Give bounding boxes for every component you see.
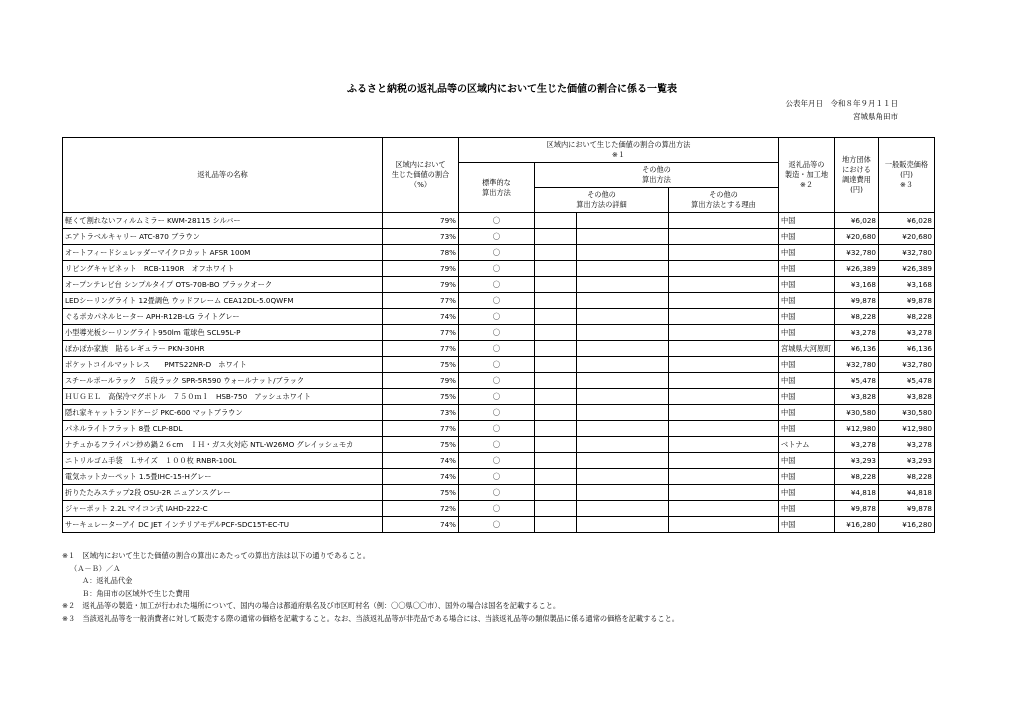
row-place: 中国 (779, 277, 835, 293)
row-place: 中国 (779, 229, 835, 245)
table-row (63, 437, 935, 453)
header-standard: 標準的な 算出方法 (459, 163, 535, 213)
table-row (63, 309, 935, 325)
row-price: ¥5,478 (879, 373, 935, 389)
row-standard: 〇 (459, 341, 535, 357)
row-ratio: 77% (383, 325, 459, 341)
row-other-reason (669, 261, 779, 277)
row-other-detail-b (577, 341, 669, 357)
row-ratio: 78% (383, 245, 459, 261)
row-other-detail-a (535, 357, 577, 373)
row-name: 軽くて割れないフィルムミラー KWM-28115 シルバー (63, 213, 383, 229)
note-3: ※３ 当該返礼品等を一般消費者に対して販売する際の通常の価格を記載すること。なお、当該返礼品等が非売品である場合には、当該返礼品等の類似製品に係る通常の価格を記載すること。 (62, 613, 679, 623)
row-place: 中国 (779, 261, 835, 277)
published-date: 公表年月日 令和８年９月１１日 (785, 99, 898, 108)
row-cost: ¥32,780 (835, 357, 879, 373)
row-cost: ¥3,293 (835, 453, 879, 469)
row-cost: ¥3,278 (835, 437, 879, 453)
row-price: ¥20,680 (879, 229, 935, 245)
row-cost: ¥6,028 (835, 213, 879, 229)
table-row (63, 229, 935, 245)
row-price: ¥9,878 (879, 293, 935, 309)
table-row (63, 517, 935, 533)
row-name: ナチュかるフライパン炒め鍋２６cm ＩＨ・ガス火対応 NTL-W26MO グレイッシュモカ (63, 437, 383, 453)
row-price: ¥3,293 (879, 453, 935, 469)
row-other-detail-b (577, 469, 669, 485)
row-cost: ¥12,980 (835, 421, 879, 437)
row-other-detail-a (535, 373, 577, 389)
page-title: ふるさと納税の返礼品等の区域内において生じた価値の割合に係る一覧表 (347, 84, 677, 95)
row-other-detail-b (577, 261, 669, 277)
row-ratio: 77% (383, 341, 459, 357)
row-other-detail-b (577, 277, 669, 293)
row-ratio: 74% (383, 453, 459, 469)
row-cost: ¥3,168 (835, 277, 879, 293)
row-other-detail-b (577, 437, 669, 453)
header-other-detail: その他の 算出方法の詳細 (535, 188, 669, 213)
row-standard: 〇 (459, 325, 535, 341)
table-row (63, 277, 935, 293)
row-place: 中国 (779, 517, 835, 533)
row-standard: 〇 (459, 373, 535, 389)
row-standard: 〇 (459, 389, 535, 405)
row-other-detail-b (577, 517, 669, 533)
row-other-reason (669, 277, 779, 293)
row-other-detail-b (577, 485, 669, 501)
row-other-reason (669, 485, 779, 501)
row-other-detail-a (535, 485, 577, 501)
row-name: 電気ホットカーペット 1.5畳IHC-15-Hグレー (63, 469, 383, 485)
row-cost: ¥32,780 (835, 245, 879, 261)
row-ratio: 79% (383, 213, 459, 229)
row-name: LEDシーリングライト 12畳調色 ウッドフレーム CEA12DL-5.0QWFM (63, 293, 383, 309)
row-other-reason (669, 229, 779, 245)
row-place: 中国 (779, 309, 835, 325)
row-other-reason (669, 453, 779, 469)
row-other-reason (669, 389, 779, 405)
row-ratio: 72% (383, 501, 459, 517)
row-other-reason (669, 469, 779, 485)
row-price: ¥6,028 (879, 213, 935, 229)
row-standard: 〇 (459, 485, 535, 501)
row-name: オートフィードシュレッダーマイクロカット AFSR 100M (63, 245, 383, 261)
row-standard: 〇 (459, 437, 535, 453)
row-ratio: 74% (383, 469, 459, 485)
row-name: パネルライトフラット 8畳 CLP-8DL (63, 421, 383, 437)
row-standard: 〇 (459, 501, 535, 517)
row-cost: ¥5,478 (835, 373, 879, 389)
row-place: 中国 (779, 453, 835, 469)
row-cost: ¥8,228 (835, 469, 879, 485)
row-place: 中国 (779, 245, 835, 261)
row-ratio: 79% (383, 261, 459, 277)
row-place: 中国 (779, 405, 835, 421)
row-other-detail-b (577, 325, 669, 341)
row-ratio: 75% (383, 485, 459, 501)
row-price: ¥30,580 (879, 405, 935, 421)
row-other-reason (669, 357, 779, 373)
row-name: オープンテレビ台 シンプルタイプ OTS-70B-BO ブラックオーク (63, 277, 383, 293)
row-price: ¥9,878 (879, 501, 935, 517)
row-other-detail-b (577, 309, 669, 325)
row-other-detail-a (535, 325, 577, 341)
row-other-detail-a (535, 389, 577, 405)
header-calc-method: 区域内において生じた価値の割合の算出方法 ※１ (459, 138, 779, 163)
row-other-reason (669, 325, 779, 341)
table-row (63, 245, 935, 261)
row-name: ぐるポカパネルヒーター APH-R12B-LG ライトグレー (63, 309, 383, 325)
row-name: ポケットコイルマットレス PMTS22NR-D ホワイト (63, 357, 383, 373)
row-standard: 〇 (459, 453, 535, 469)
row-other-detail-a (535, 213, 577, 229)
row-other-reason (669, 213, 779, 229)
row-other-detail-b (577, 229, 669, 245)
header-other-reason: その他の 算出方法とする理由 (669, 188, 779, 213)
row-other-reason (669, 421, 779, 437)
row-price: ¥8,228 (879, 309, 935, 325)
row-name: ジャーポット 2.2L マイコン式 IAHD-222-C (63, 501, 383, 517)
row-price: ¥4,818 (879, 485, 935, 501)
row-standard: 〇 (459, 421, 535, 437)
row-other-reason (669, 517, 779, 533)
row-name: スチールポールラック ５段ラック SPR-5R590 ウォールナット/ブラック (63, 373, 383, 389)
row-cost: ¥16,280 (835, 517, 879, 533)
returns-table (62, 137, 935, 533)
row-other-detail-a (535, 341, 577, 357)
header-cost: 地方団体 における 調達費用 (円) (835, 138, 879, 213)
row-other-reason (669, 309, 779, 325)
row-ratio: 74% (383, 309, 459, 325)
row-place: 中国 (779, 389, 835, 405)
row-place: 中国 (779, 373, 835, 389)
note-b: Ｂ：角田市の区域外で生じた費用 (82, 588, 190, 598)
row-standard: 〇 (459, 277, 535, 293)
row-cost: ¥4,818 (835, 485, 879, 501)
table-row (63, 389, 935, 405)
row-price: ¥12,980 (879, 421, 935, 437)
row-ratio: 73% (383, 229, 459, 245)
row-other-detail-b (577, 389, 669, 405)
row-other-reason (669, 293, 779, 309)
row-standard: 〇 (459, 357, 535, 373)
row-other-reason (669, 501, 779, 517)
header-price: 一般販売価格 (円) ※３ (879, 138, 935, 213)
row-other-detail-b (577, 373, 669, 389)
row-price: ¥6,136 (879, 341, 935, 357)
row-other-detail-a (535, 517, 577, 533)
row-cost: ¥20,680 (835, 229, 879, 245)
row-name: ＨＵＧＥＬ 高保冷マグボトル ７５０ｍｌ HSB-750 アッシュホワイト (63, 389, 383, 405)
row-standard: 〇 (459, 245, 535, 261)
row-other-detail-b (577, 293, 669, 309)
row-ratio: 75% (383, 357, 459, 373)
row-ratio: 75% (383, 389, 459, 405)
row-place: 中国 (779, 357, 835, 373)
row-price: ¥8,228 (879, 469, 935, 485)
table-row (63, 293, 935, 309)
row-cost: ¥9,878 (835, 501, 879, 517)
row-price: ¥3,828 (879, 389, 935, 405)
row-other-detail-b (577, 453, 669, 469)
row-cost: ¥8,228 (835, 309, 879, 325)
row-other-reason (669, 373, 779, 389)
row-price: ¥32,780 (879, 357, 935, 373)
table-row (63, 373, 935, 389)
row-place: 中国 (779, 485, 835, 501)
row-name: 小型導光板シーリングライト950lm 電球色 SCL95L-P (63, 325, 383, 341)
row-other-detail-a (535, 405, 577, 421)
header-ratio: 区域内において 生じた価値の割合 （%） (383, 138, 459, 213)
row-other-detail-a (535, 245, 577, 261)
table-row (63, 261, 935, 277)
header-other: その他の 算出方法 (535, 163, 779, 188)
row-other-detail-b (577, 213, 669, 229)
note-2: ※２ 返礼品等の製造・加工が行われた場所について、国内の場合は都道府県名及び市区町村名（例：〇〇県〇〇市）、国外の場合は国名を記載すること。 (62, 601, 561, 610)
row-place: ベトナム (779, 437, 835, 453)
row-cost: ¥30,580 (835, 405, 879, 421)
row-other-detail-a (535, 421, 577, 437)
row-standard: 〇 (459, 469, 535, 485)
row-other-detail-a (535, 469, 577, 485)
row-standard: 〇 (459, 405, 535, 421)
row-other-detail-a (535, 261, 577, 277)
note-1: ※１ 区域内において生じた価値の割合の算出にあたっての算出方法は以下の通りであること。 (62, 551, 370, 560)
row-other-detail-a (535, 293, 577, 309)
row-name: リビングキャビネット RCB-1190R オフホワイト (63, 261, 383, 277)
row-ratio: 73% (383, 405, 459, 421)
row-ratio: 79% (383, 277, 459, 293)
row-standard: 〇 (459, 517, 535, 533)
row-name: ニトリルゴム手袋 Ｌサイズ １００枚 RNBR-100L (63, 453, 383, 469)
row-place: 中国 (779, 293, 835, 309)
row-other-detail-b (577, 405, 669, 421)
row-ratio: 75% (383, 437, 459, 453)
row-ratio: 77% (383, 421, 459, 437)
row-standard: 〇 (459, 309, 535, 325)
row-place: 宮城県大河原町 (779, 341, 835, 357)
row-standard: 〇 (459, 229, 535, 245)
row-other-detail-a (535, 453, 577, 469)
table-row (63, 325, 935, 341)
row-standard: 〇 (459, 261, 535, 277)
row-name: 折りたたみステップ2段 OSU-2R ニュアンスグレー (63, 485, 383, 501)
row-other-detail-b (577, 501, 669, 517)
table-row (63, 469, 935, 485)
row-other-reason (669, 437, 779, 453)
row-other-detail-a (535, 229, 577, 245)
table-row (63, 357, 935, 373)
row-place: 中国 (779, 469, 835, 485)
row-cost: ¥6,136 (835, 341, 879, 357)
footnotes (62, 550, 679, 625)
row-name: サーキュレーターアイ DC JET インテリアモデルPCF-SDC15T-EC-TU (63, 517, 383, 533)
row-price: ¥3,278 (879, 325, 935, 341)
row-standard: 〇 (459, 293, 535, 309)
table-row (63, 421, 935, 437)
row-ratio: 74% (383, 517, 459, 533)
table-row (63, 501, 935, 517)
row-price: ¥26,389 (879, 261, 935, 277)
row-name: エアトラベルキャリー ATC-870 ブラウン (63, 229, 383, 245)
table-row (63, 485, 935, 501)
row-place: 中国 (779, 213, 835, 229)
row-other-detail-b (577, 357, 669, 373)
header-place: 返礼品等の 製造・加工地 ※２ (779, 138, 835, 213)
row-cost: ¥26,389 (835, 261, 879, 277)
municipality-name: 宮城県角田市 (853, 112, 898, 121)
table-body (63, 213, 935, 533)
row-other-detail-a (535, 309, 577, 325)
row-price: ¥32,780 (879, 245, 935, 261)
row-other-reason (669, 341, 779, 357)
row-standard: 〇 (459, 213, 535, 229)
row-cost: ¥9,878 (835, 293, 879, 309)
table-row (63, 405, 935, 421)
row-place: 中国 (779, 325, 835, 341)
row-place: 中国 (779, 421, 835, 437)
row-other-detail-a (535, 277, 577, 293)
row-other-detail-a (535, 437, 577, 453)
row-cost: ¥3,828 (835, 389, 879, 405)
row-price: ¥3,168 (879, 277, 935, 293)
header-name: 返礼品等の名称 (63, 138, 383, 213)
row-other-detail-b (577, 421, 669, 437)
row-name: 隠れ家キャットランドケージ PKC-600 マットブラウン (63, 405, 383, 421)
row-ratio: 79% (383, 373, 459, 389)
row-other-detail-b (577, 245, 669, 261)
row-price: ¥16,280 (879, 517, 935, 533)
row-price: ¥3,278 (879, 437, 935, 453)
note-a: Ａ：返礼品代金 (82, 576, 133, 585)
note-formula: （Ａ－Ｂ）／Ａ (70, 563, 121, 573)
row-other-reason (669, 405, 779, 421)
row-name: ぽかぽか家族 貼るレギュラー PKN-30HR (63, 341, 383, 357)
table-row (63, 453, 935, 469)
row-ratio: 77% (383, 293, 459, 309)
row-cost: ¥3,278 (835, 325, 879, 341)
row-place: 中国 (779, 501, 835, 517)
row-other-detail-a (535, 501, 577, 517)
table-row (63, 213, 935, 229)
row-other-reason (669, 245, 779, 261)
table-row (63, 341, 935, 357)
